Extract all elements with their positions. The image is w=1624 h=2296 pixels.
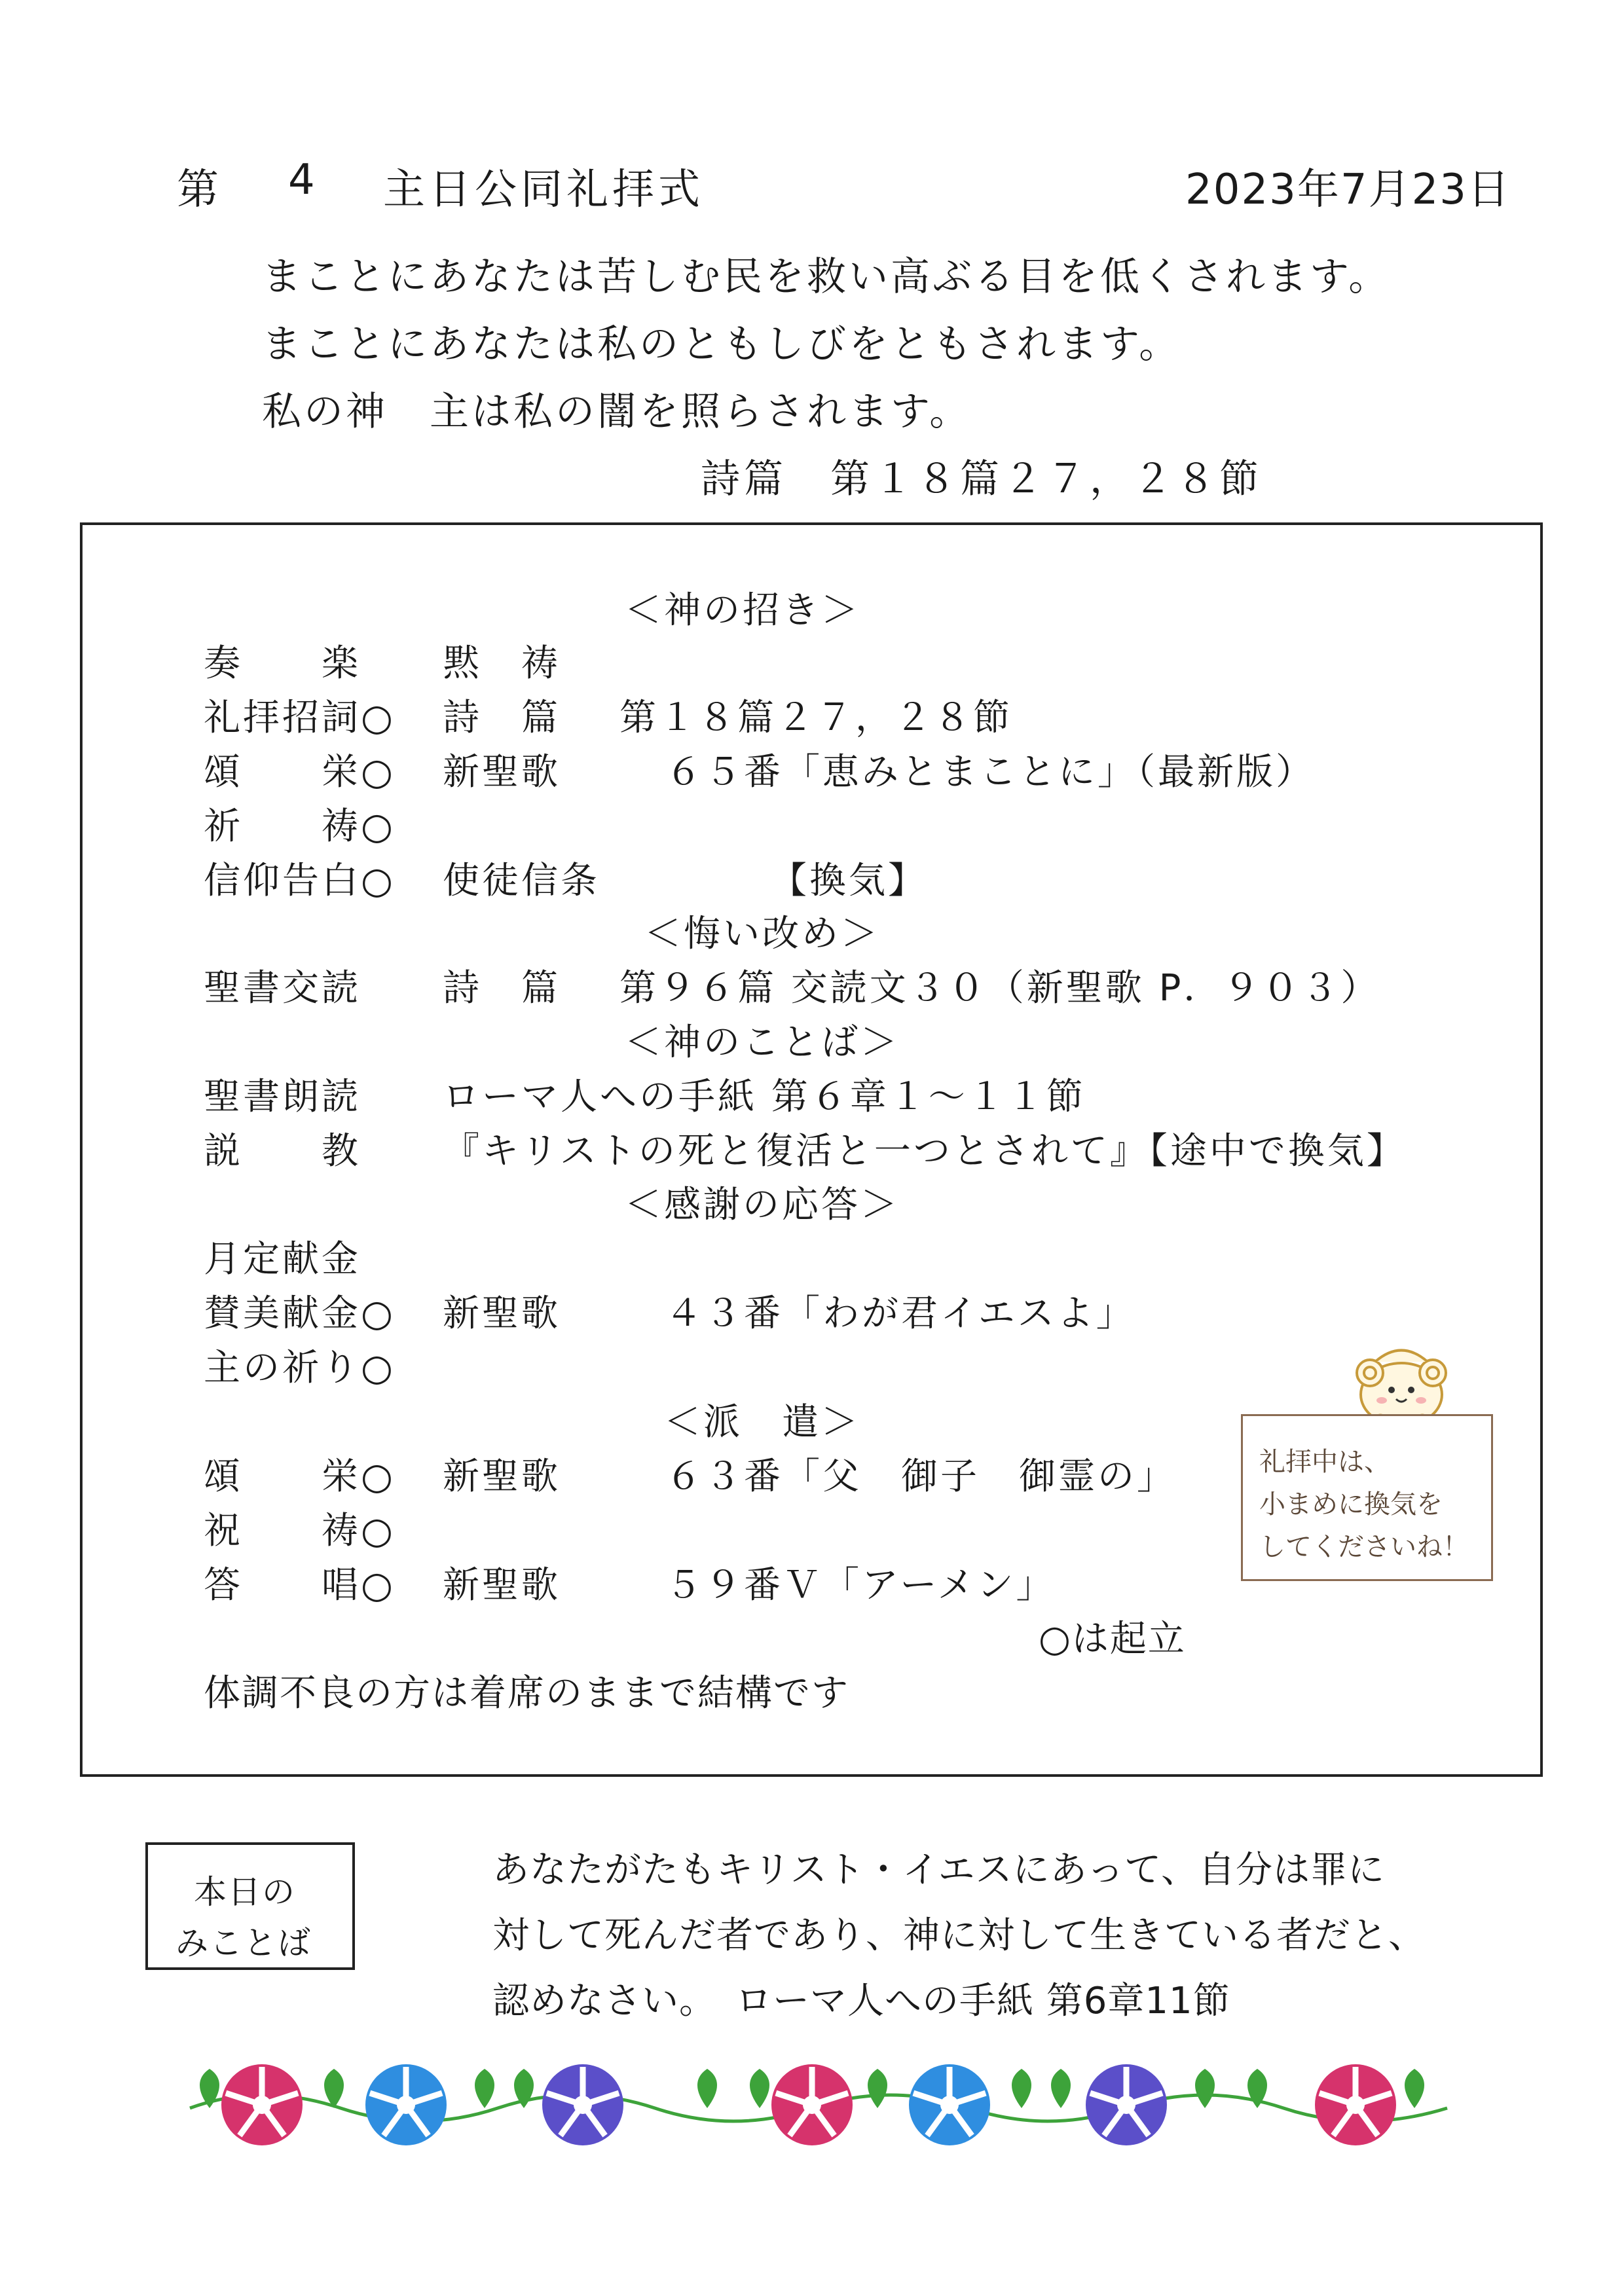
morning-glory-icon xyxy=(542,2064,623,2145)
order-item-detail: ローマ人への手紙 第６章１～１１節 xyxy=(443,1076,1086,1118)
order-item-hymn: ４３番「わが君イエスよ」 xyxy=(665,1292,1135,1335)
todays-word-line: あなたがたもキリスト・イエスにあって、自分は罪に xyxy=(492,1849,1385,1891)
order-item-hymn: ６５番「恵みとまことに」（最新版） xyxy=(665,751,1315,793)
sheep-icon xyxy=(1336,1332,1467,1424)
order-item-detail: 黙 祷 xyxy=(443,642,561,685)
order-item-label: 月定献金 xyxy=(204,1238,361,1281)
morning-glory-icon xyxy=(771,2064,853,2145)
order-item-label: 祈 祷○ xyxy=(204,805,396,848)
todays-word-line: 対して死んだ者であり、神に対して生きている者だと、 xyxy=(492,1914,1426,1957)
order-of-worship-box xyxy=(80,522,1543,1777)
order-item-detail: 新聖歌 xyxy=(443,751,561,793)
opening-verse-reference: 詩篇 第１８篇２７，２８節 xyxy=(701,456,1263,502)
order-item-hymn: ５９番Ｖ「アーメン」 xyxy=(665,1564,1056,1607)
section-heading-call: ＜神の招き＞ xyxy=(625,589,860,632)
order-item-label: 聖書交読 xyxy=(204,967,361,1010)
morning-glory-icon xyxy=(1315,2064,1396,2145)
order-item-label: 説 教 xyxy=(204,1130,361,1173)
order-item-label: 祝 祷○ xyxy=(204,1510,396,1552)
morning-glory-icon xyxy=(909,2064,990,2145)
opening-verse-line: まことにあなたは私のともしびをともされます。 xyxy=(262,321,1181,367)
morning-glory-icon xyxy=(1086,2064,1167,2145)
leaf-icon xyxy=(1012,2069,1031,2108)
order-item-label: 聖書朗読 xyxy=(204,1076,361,1118)
order-item-note: 【換気】 xyxy=(770,860,927,902)
todays-word-label-line: 本日の xyxy=(194,1873,296,1911)
order-item-detail: 新聖歌 xyxy=(443,1455,561,1498)
leaf-icon xyxy=(697,2069,717,2108)
sermon-title: 『キリストの死と復活と一つとされて』【途中で換気】 xyxy=(443,1130,1406,1173)
section-heading-repent: ＜悔い改め＞ xyxy=(644,913,880,955)
morning-glory-icon xyxy=(221,2064,303,2145)
order-item-detail: 新聖歌 xyxy=(443,1292,561,1335)
order-item-label: 奏 楽 xyxy=(204,642,361,685)
order-item-reference: 第１８篇２７，２８節 xyxy=(619,697,1012,739)
order-item-label: 主の祈り○ xyxy=(204,1347,396,1389)
leaf-icon xyxy=(1195,2069,1215,2108)
section-heading-word: ＜神のことば＞ xyxy=(625,1021,900,1064)
order-item-detail: 新聖歌 xyxy=(443,1564,561,1607)
order-item-label: 信仰告白○ xyxy=(204,860,396,902)
order-item-detail: 詩 篇 xyxy=(443,697,561,739)
service-date: 2023年7月23日 xyxy=(1185,166,1511,214)
note-line: してくださいね！ xyxy=(1259,1532,1469,1562)
section-heading-response: ＜感謝の応答＞ xyxy=(625,1184,900,1226)
opening-verse-line: まことにあなたは苦しむ民を救い高ぶる目を低くされます。 xyxy=(262,254,1391,300)
section-heading-sending: ＜派 遣＞ xyxy=(664,1401,860,1444)
leaf-icon xyxy=(475,2069,494,2108)
leaf-icon xyxy=(1051,2069,1071,2108)
order-item-label: 頌 栄○ xyxy=(204,751,396,793)
service-title: 主日公同礼拝式 xyxy=(383,166,704,214)
order-item-label: 賛美献金○ xyxy=(204,1292,396,1335)
leaf-icon xyxy=(324,2069,344,2108)
order-item-hymn: ６３番「父 御子 御霊の」 xyxy=(665,1455,1176,1498)
note-line: 小まめに換気を xyxy=(1259,1489,1443,1520)
todays-word-line: 認めなさい。 ローマ人への手紙 第6章11節 xyxy=(492,1980,1230,2022)
opening-verse-line: 私の神 主は私の闇を照らされます。 xyxy=(262,389,972,435)
leaf-icon xyxy=(1405,2069,1424,2108)
health-note: 体調不良の方は着席のままで結構です xyxy=(204,1672,849,1715)
order-item-label: 礼拝招詞○ xyxy=(204,697,396,739)
todays-word-label xyxy=(145,1842,355,1970)
stand-note: ○は起立 xyxy=(1039,1618,1186,1660)
morning-glory-icon xyxy=(365,2064,447,2145)
morning-glory-border xyxy=(183,2043,1454,2160)
leaf-icon xyxy=(868,2069,887,2108)
order-item-detail: 使徒信条 xyxy=(443,860,600,902)
todays-word-label-line: みことば xyxy=(175,1924,312,1962)
ventilation-note xyxy=(1241,1414,1493,1581)
order-item-reference: 第９６篇 交読文３０（新聖歌 P．９０３） xyxy=(619,967,1380,1010)
service-prefix: 第 xyxy=(177,166,220,214)
note-line: 礼拝中は、 xyxy=(1259,1447,1390,1477)
leaf-icon xyxy=(750,2069,769,2108)
order-item-label: 頌 栄○ xyxy=(204,1455,396,1498)
order-item-label: 答 唱○ xyxy=(204,1564,396,1607)
service-number: 4 xyxy=(288,156,316,204)
order-item-detail: 詩 篇 xyxy=(443,967,561,1010)
